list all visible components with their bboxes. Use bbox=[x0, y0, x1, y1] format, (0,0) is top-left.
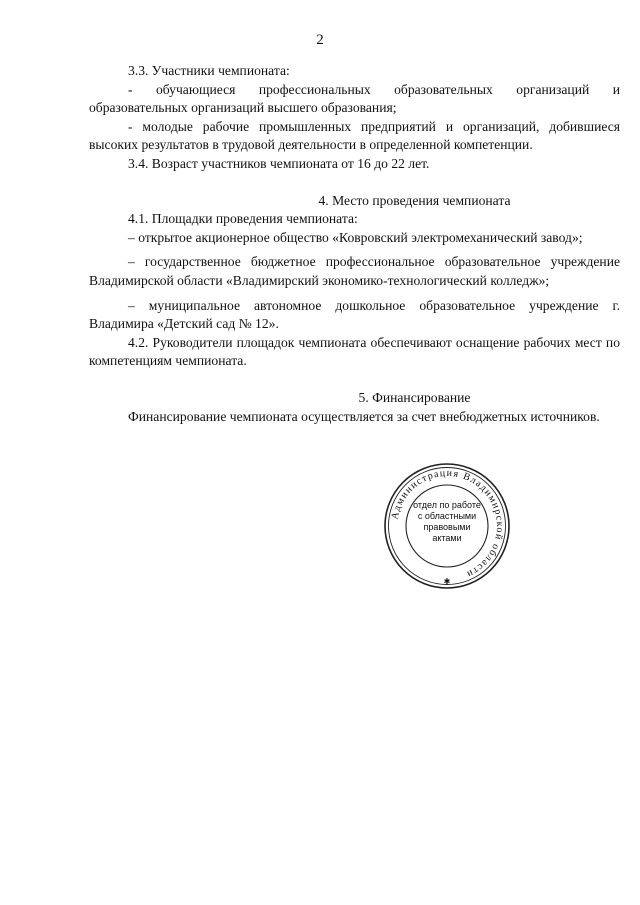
clause-4-1: 4.1. Площадки проведения чемпионата: bbox=[128, 211, 358, 227]
section-4-heading: 4. Место проведения чемпионата bbox=[318, 192, 511, 208]
star-icon: ✱ bbox=[443, 577, 451, 586]
document-body bbox=[89, 62, 620, 426]
page-number: 2 bbox=[316, 32, 324, 48]
clause-4-1-item-1: – открытое акционерное общество «Ковровский электромеханический завод»; bbox=[128, 229, 583, 245]
section-5-heading: 5. Финансирование bbox=[358, 389, 471, 405]
official-stamp bbox=[383, 462, 511, 590]
clause-3-3-item-2: - молодые рабочие промышленных предприятий и организаций, добившиеся высоких результатов в трудовой деятельности в определенной компетенции. bbox=[89, 118, 620, 153]
clause-3-4: 3.4. Возраст участников чемпионата от 16 до 22 лет. bbox=[128, 155, 430, 171]
clause-4-1-item-3: – муниципальное автономное дошкольное образовательное учреждение г. Владимира «Детский сад № 12». bbox=[89, 297, 620, 332]
stamp-inner-text: отдел по работе с областными правовыми актами bbox=[413, 500, 481, 543]
clause-4-1-item-2: – государственное бюджетное профессиональное образовательное учреждение Владимирской области «Владимирский экономико-технологический колледж»; bbox=[89, 254, 620, 288]
clause-3-3-item-1: - обучающиеся профессиональных образовательных организаций и образовательных организаций высшего образования; bbox=[89, 81, 620, 116]
clause-4-2: 4.2. Руководители площадок чемпионата обеспечивают оснащение рабочих мест по компетенциям чемпионата. bbox=[89, 334, 620, 369]
clause-3-3: 3.3. Участники чемпионата: bbox=[128, 63, 290, 78]
stamp-ring-text: Администрация Владимирской области bbox=[389, 467, 506, 580]
clause-5-text: Финансирование чемпионата осуществляется за счет внебюджетных источников. bbox=[128, 408, 600, 424]
